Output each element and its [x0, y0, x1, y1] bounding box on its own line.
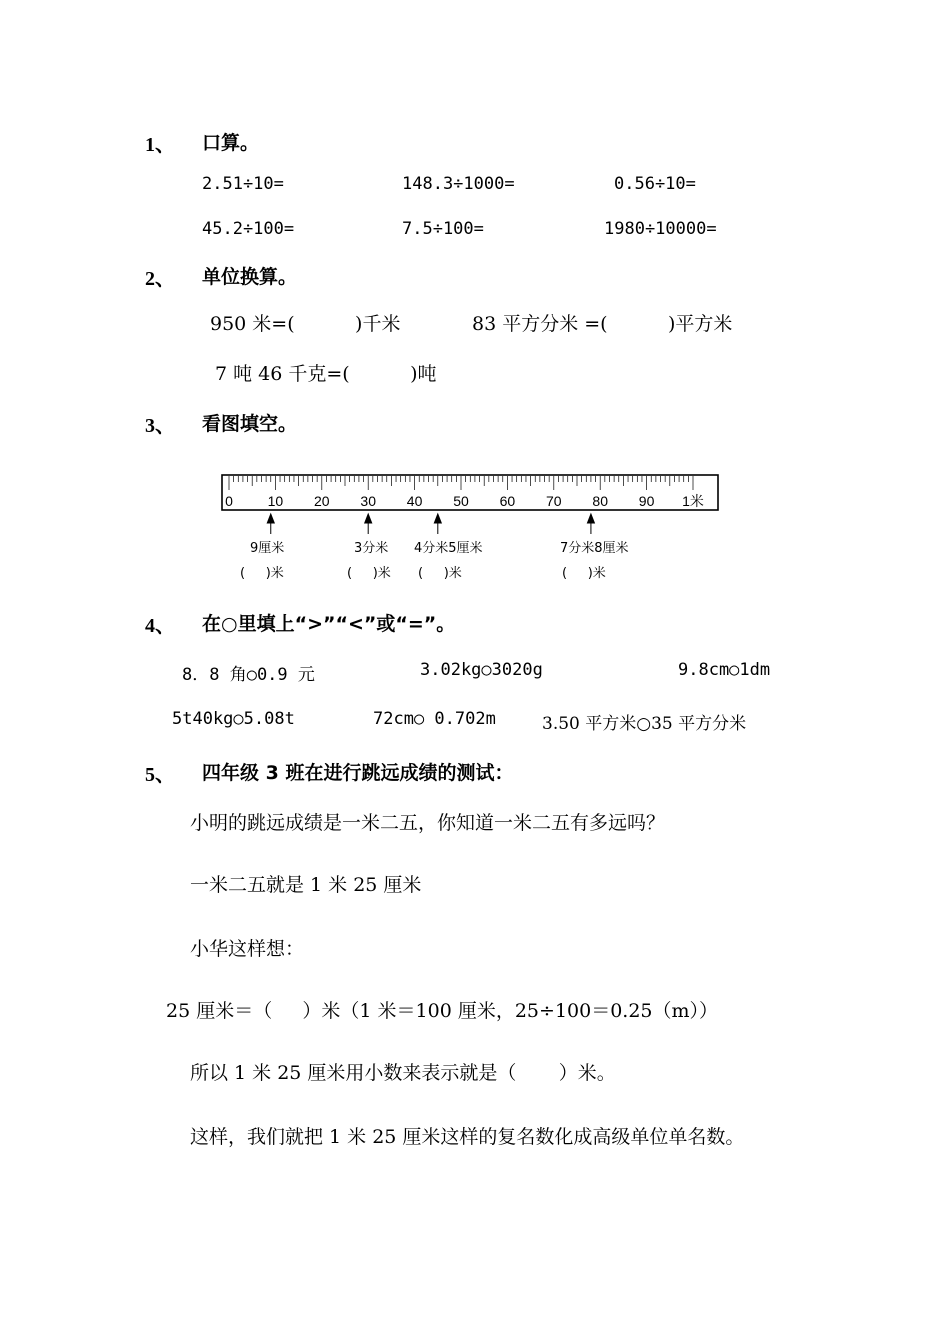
- ruler-arrow-head: [365, 514, 372, 523]
- q1-item-2: 148.3÷1000=: [402, 174, 515, 194]
- q5-line-4: 25 厘米＝（ ）米（1 米＝100 厘米，25÷100＝0.25（m））: [166, 1000, 719, 1022]
- ruler-arrow-head: [434, 514, 441, 523]
- section-2-number: 2、: [145, 268, 175, 290]
- ruler-tick-label: 10: [267, 493, 284, 509]
- q1-item-3: 0.56÷10=: [614, 174, 696, 194]
- q4-item-2: 3.02kg○3020g: [420, 660, 543, 680]
- q4-item-4: 5t40kg○5.08t: [172, 709, 295, 729]
- q4-item-3: 9.8cm○1dm: [678, 660, 771, 680]
- section-5-number: 5、: [145, 764, 175, 786]
- q4-item-1: 8．8 角○0.9 元: [182, 665, 315, 685]
- q2-item-1: 950 米=( )千米: [210, 313, 401, 335]
- q1-item-4: 45.2÷100=: [202, 219, 295, 239]
- q2-item-2: 83 平方分米 =( )平方米: [472, 313, 733, 335]
- section-5-title: 四年级 3 班在进行跳远成绩的测试：: [202, 762, 514, 784]
- q3-mark-3-blank: ( )米: [418, 566, 462, 581]
- q4-item-5: 72cm○ 0.702m: [373, 709, 496, 729]
- ruler-tick-label: 20: [314, 493, 330, 509]
- section-1-title: 口算。: [202, 132, 260, 154]
- ruler-tick-label: 40: [406, 493, 423, 509]
- section-3-title: 看图填空。: [202, 413, 298, 435]
- q5-line-3: 小华这样想：: [190, 938, 305, 960]
- q5-line-6: 这样，我们就把 1 米 25 厘米这样的复名数化成高级单位单名数。: [190, 1126, 745, 1148]
- ruler-tick-label: 60: [499, 493, 516, 509]
- section-4-title: 在○里填上“>”“<”或“=”。: [202, 613, 456, 635]
- q4-item-6: 3.50 平方米○35 平方分米: [542, 714, 747, 734]
- q3-mark-2-label: 3分米: [354, 541, 389, 556]
- ruler-tick-label: 90: [638, 493, 655, 509]
- section-3-number: 3、: [145, 415, 175, 437]
- q3-mark-4-label: 7分米8厘米: [560, 541, 629, 556]
- q3-mark-1-label: 9厘米: [250, 541, 285, 556]
- q5-line-1: 小明的跳远成绩是一米二五，你知道一米二五有多远吗？: [190, 812, 666, 834]
- section-1-number: 1、: [145, 134, 175, 156]
- q2-item-3: 7 吨 46 千克=( )吨: [215, 363, 437, 385]
- q1-item-6: 1980÷10000=: [604, 219, 717, 239]
- section-4-number: 4、: [145, 615, 175, 637]
- q3-mark-4-blank: ( )米: [562, 566, 606, 581]
- q1-item-1: 2.51÷10=: [202, 174, 284, 194]
- q1-item-5: 7.5÷100=: [402, 219, 484, 239]
- ruler-figure: [215, 468, 735, 588]
- ruler-tick-label: 30: [360, 493, 376, 509]
- ruler-arrow-head: [587, 514, 594, 523]
- q5-line-5: 所以 1 米 25 厘米用小数来表示就是（ ）米。: [190, 1062, 616, 1084]
- ruler-arrow-head: [267, 514, 274, 523]
- ruler-tick-label: 70: [546, 493, 562, 509]
- ruler-tick-label: 1米: [682, 493, 704, 509]
- q5-line-2: 一米二五就是 1 米 25 厘米: [190, 874, 422, 896]
- section-2-title: 单位换算。: [202, 266, 298, 288]
- ruler-tick-label: 0: [225, 493, 233, 509]
- ruler-tick-label: 80: [592, 493, 608, 509]
- q3-mark-3-label: 4分米5厘米: [414, 541, 483, 556]
- ruler-tick-label: 50: [453, 493, 469, 509]
- q3-mark-2-blank: ( )米: [347, 566, 391, 581]
- q3-mark-1-blank: ( )米: [240, 566, 284, 581]
